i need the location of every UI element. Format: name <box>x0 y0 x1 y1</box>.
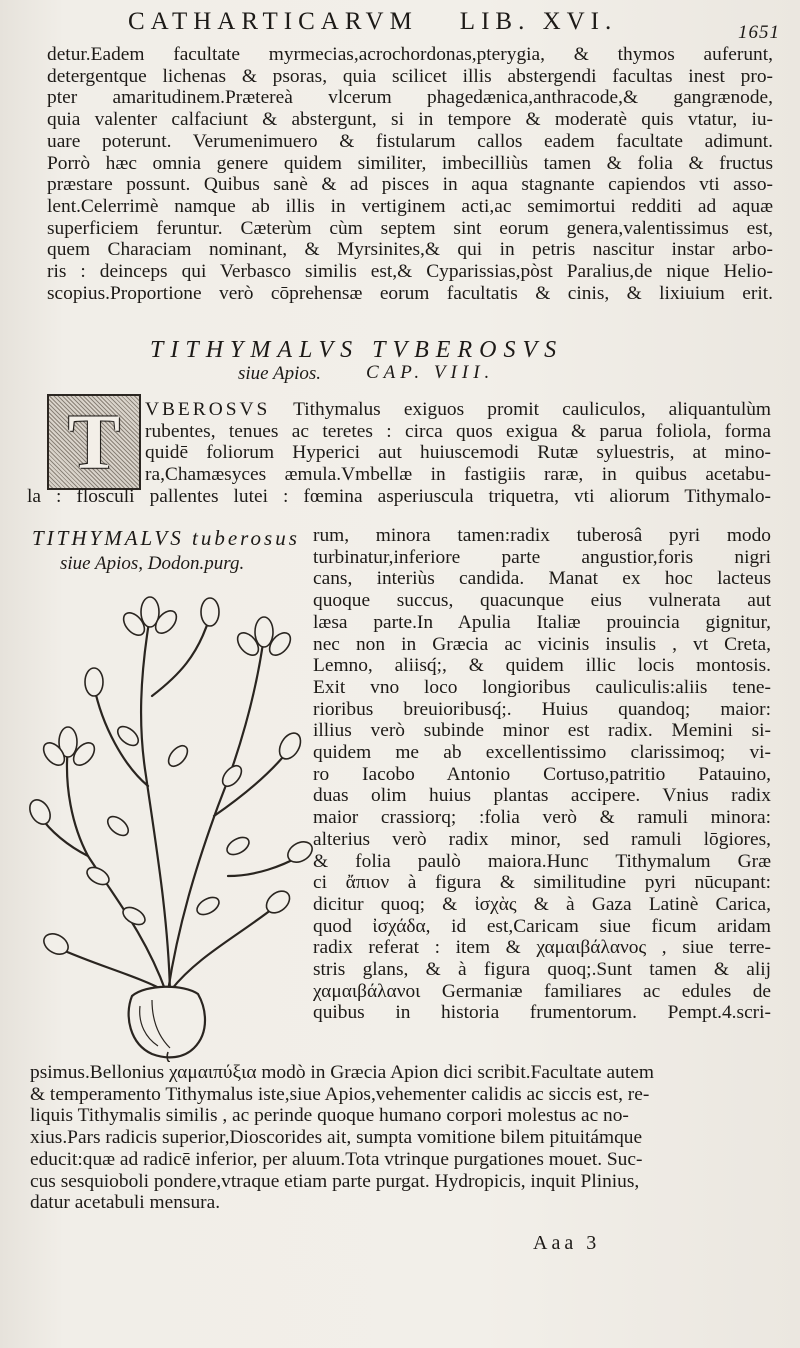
text-line: quia valenter calfaciunt & abstergunt, si in tempore & moderatè quis vtatur, iu- <box>47 109 773 131</box>
text-line: xius.Pars radicis superior,Dioscorides ait, sumpta vomitione bilem pituitámque <box>30 1127 643 1149</box>
text-line: illius verò subinde minor est radix. Memini si- <box>313 720 771 742</box>
text-line: psimus.Bellonius χαμαιπύξια modò in Græcia Apion dici scribit.Facultate autem <box>30 1062 654 1083</box>
text-line: turbinatur,inferiore parte angustior,foris nigri <box>313 546 771 568</box>
text-line: quibus in historia frumentorum. Pempt.4.scri- <box>313 1002 771 1024</box>
top-paragraph <box>47 44 773 304</box>
figure-caption-title: TITHYMALVS tuberosus <box>32 526 300 550</box>
text-line: cus sesquioboli pondere,vtraque etiam parte purgat. Hydropicis, inquit Plinius, <box>30 1170 640 1192</box>
text-line: læsa parte.In Apulia Italiæ prouincia gignitur, <box>313 611 771 633</box>
text-line: præstare possunt. Quibus sanè & ad pisces in aqua stagnante capiendos vti asso- <box>47 174 773 196</box>
text-line: & folia paulò maiora.Hunc Tithymalum Græ <box>313 850 771 872</box>
figure-caption-subtitle: siue Apios, Dodon.purg. <box>60 553 245 574</box>
text-line: Exit vno loco longioribus cauliculis:aliis tene- <box>313 676 771 698</box>
book-number: LIB. XVI. <box>459 8 618 35</box>
page-number: 1651 <box>738 22 780 43</box>
text-line: ra,Chamæsyces æmula.Vmbellæ in fastigiis raræ, in quibus acetabu- <box>145 464 771 486</box>
text-line: ci ἄπιον à figura & similitudine pyri nūcupant: <box>313 872 771 894</box>
text-line: & temperamento Tithymalus iste,siue Apios,vehementer calidis ac siccis est, re- <box>30 1083 650 1105</box>
text-line <box>145 399 771 421</box>
text-line: scopius.Proportione verò cōprehensæ eorum facultatis & cinis, & lixiuium erit. <box>47 282 773 304</box>
text-line last-line: datur acetabuli mensura. <box>30 1192 221 1214</box>
bottom-paragraph <box>30 1062 771 1214</box>
drop-cap: T <box>67 398 121 485</box>
text-line: quod ἰσχάδα, id est,Caricam siue ficum aridam <box>313 915 771 937</box>
text-line: uare poterunt. Verumenimuero & fistularum callos eadem facultate adimunt. <box>47 130 773 152</box>
text-line: alterius verò radix minor, sed ramuli lōgiores, <box>313 828 771 850</box>
text-line: rioribus breuioribusq́;. Huius quandoq; maior: <box>313 698 771 720</box>
text-line: quoque succus, quacunque eius vulnerata aut <box>313 590 771 612</box>
text-line: quem Characiam nominant, & Myrsinites,& qui in petris nascitur instar arbo- <box>47 239 773 261</box>
text-line: educit:quæ ad radicē inferior, per aluum.Tota vtrinque purgationes mouet. Suc- <box>30 1148 643 1170</box>
text-line: quidē foliorum Hyperici aut huiuscemodi Rutæ syluestris, at mino- <box>145 442 771 464</box>
chapter-number: CAP. VIII. <box>366 362 495 383</box>
text-line: rubentes, tenues ac teretes : circa quos exigua & parua foliola, forma <box>145 420 771 442</box>
text-line: radix referat : item & χαμαιβάλανος , siue terre- <box>313 937 771 959</box>
text-line: superficiem feruntur. Cæterùm cùm septem sint eorum genera,valentissimus est, <box>47 217 773 239</box>
text-line: detur.Eadem facultate myrmecias,acrochordonas,pterygia, & thymos auferunt, <box>47 44 773 65</box>
text-line: Lemno, aliisq́;, & quidem illic locis montosis. <box>313 655 771 677</box>
text-line: la : flosculi pallentes lutei : fœmina asperiuscula triquetra, vti aliorum Tithymalo- <box>27 486 771 507</box>
text-line: dicitur quoq; & ἰσχὰς & à Gaza Latinè Carica, <box>313 893 771 915</box>
text-line: ro Iacobo Antonio Cortuso,patritio Patauino, <box>313 763 771 785</box>
text-line: quidem me ab excellentissimo clarissimoq; vi- <box>313 742 771 764</box>
text-line: liquis Tithymalis similis , ac perinde quoque humano corpori molestus ac no- <box>30 1105 629 1127</box>
intro-paragraph <box>145 399 771 486</box>
plant-woodcut-icon <box>28 576 313 1062</box>
chapter-subtitle: siue Apios. <box>238 363 322 384</box>
text-line: stris glans, & à figura quoq;.Sunt tamen & alij <box>313 959 771 981</box>
running-head <box>128 8 617 36</box>
text-line: χαμαιβάλανοι Germaniæ familiares ac edules de <box>313 980 771 1002</box>
chapter-title: TITHYMALVS TVBEROSVS <box>150 337 564 363</box>
running-title: CATHARTICARVM <box>128 8 418 35</box>
intro-continuation <box>27 486 771 508</box>
text-line: maior crassiorq; :folia verò & ramuli minora: <box>313 807 771 829</box>
text-line: duas olim huius plantas accipere. Vnius radix <box>313 785 771 807</box>
intro-lead: VBEROSVS <box>145 399 271 420</box>
text-line: rum, minora tamen:radix tuberosâ pyri modo <box>313 525 771 546</box>
text-line: lent.Celerrimè namque ab illis in vertiginem acti,ac semimortui redditi ad aquæ <box>47 195 773 217</box>
decorated-initial-icon <box>47 394 141 490</box>
right-column-text <box>313 525 771 1024</box>
signature-mark: Aaa 3 <box>533 1232 601 1254</box>
text-line: cans, interiùs candida. Manat ex hoc lacteus <box>313 568 771 590</box>
text-line: detergentque lichenas & psoras, quia scilicet illis abstergendi facultas inest pro- <box>47 65 773 87</box>
text-line: Porrò hæc omnia genere quidem similiter, imbecilliùs tamen & folia & fructus <box>47 152 773 174</box>
text-line: nec non in Græcia ac vicinis insulis , vt Creta, <box>313 633 771 655</box>
text-line: ris : deinceps qui Verbasco similis est,& Cyparissias,pòst Paralius,de nique Helio- <box>47 261 773 283</box>
intro-line-rest: Tithymalus exiguos promit cauliculos, aliquantulùm <box>270 399 771 420</box>
text-line: pter amaritudinem.Prætereà vlcerum phagedænica,anthracode,& gangrænode, <box>47 87 773 109</box>
